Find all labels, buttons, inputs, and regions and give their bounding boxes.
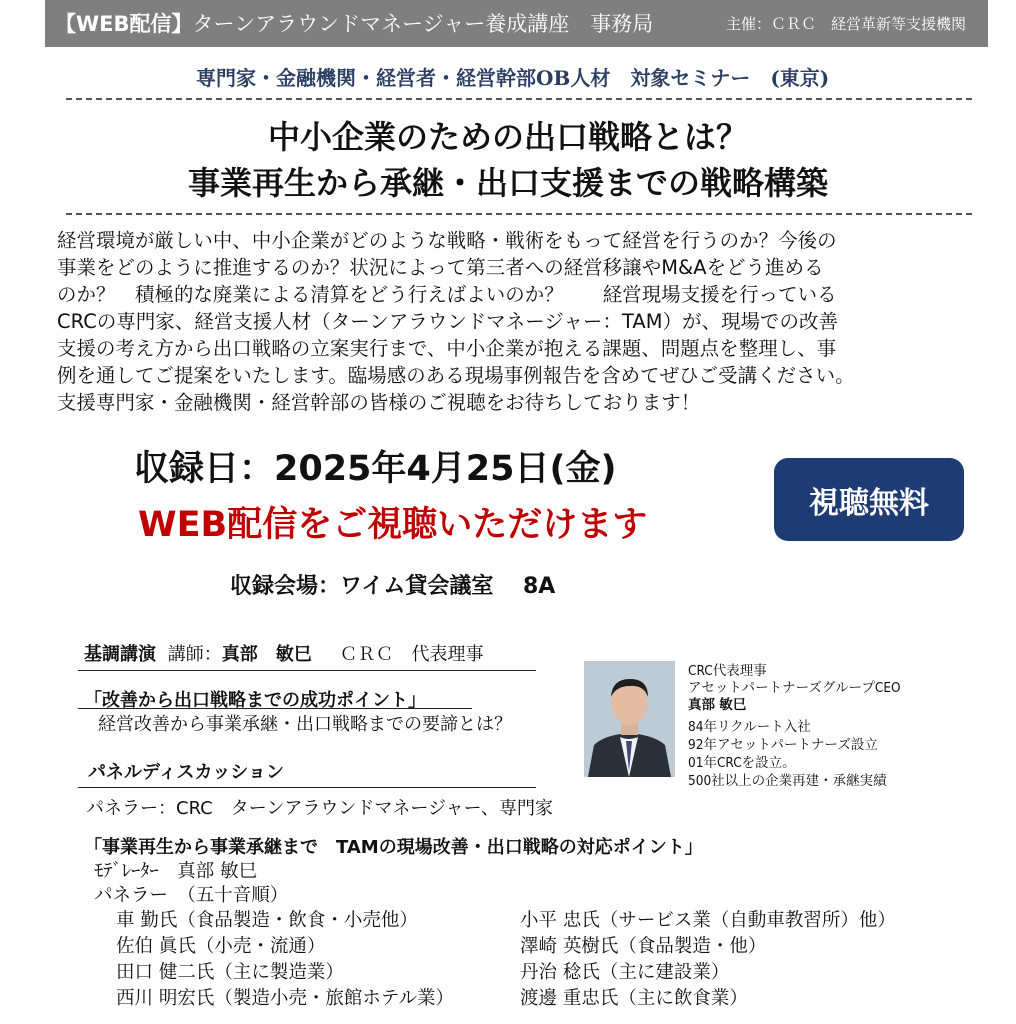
header-bar: [45, 0, 988, 47]
bio-history-item: 500社以上の企業再建・承継実績: [688, 773, 887, 789]
description-line: 事業をどのように推進するのか？状況によって第三者への経営移譲やM&Aをどう進める: [57, 256, 824, 279]
keynote-topic-rule: [78, 708, 472, 709]
paneler-left: 車 勤氏（食品製造・飲食・小売他）: [116, 910, 418, 931]
paneler-right: 小平 忠氏（サービス業（自動車教習所）他）: [520, 910, 896, 931]
paneler-left: 田口 健二氏（主に製造業）: [116, 962, 344, 983]
keynote-rule: [78, 670, 536, 671]
free-viewing-badge[interactable]: 視聴無料: [774, 458, 964, 541]
paneler-right: 澤崎 英樹氏（食品製造・他）: [520, 936, 767, 957]
bio-history-item: 92年アセットパートナーズ設立: [688, 737, 878, 753]
description-line: 支援の考え方から出口戦略の立案実行まで、中小企業が抱える課題、問題点を整理し、事: [57, 337, 837, 360]
web-streaming-notice: WEB配信をご視聴いただけます: [138, 505, 648, 545]
panel-heading: パネルディスカッション: [88, 762, 285, 783]
description-line: 支援専門家・金融機関・経営幹部の皆様のご視聴をお待ちしております！: [57, 391, 701, 414]
description: [57, 227, 987, 416]
bio-history-item: 84年リクルート入社: [688, 719, 811, 735]
keynote-heading: [84, 640, 483, 666]
panel-rule: [78, 787, 536, 788]
bio-group: アセットパートナーズグループCEO: [688, 680, 901, 696]
paneler-right: 丹治 稔氏（主に建設業）: [520, 962, 730, 983]
lecturer-name: 真部 敏巳: [221, 644, 312, 665]
paneler-left: 西川 明宏氏（製造小売・旅館ホテル業）: [116, 988, 454, 1009]
description-line: 例を通してご提案をいたします。臨場感のある現場事例報告を含めてぜひご受講ください。: [57, 364, 855, 387]
divider-top: [66, 98, 972, 100]
paneler-right: 渡邊 重忠氏（主に飲食業）: [520, 988, 748, 1009]
bio-role: CRC代表理事: [688, 663, 767, 679]
speaker-photo: [584, 661, 675, 777]
panel-topic: 「事業再生から事業承継まで TAMの現場改善・出口戦略の対応ポイント」: [84, 837, 703, 858]
recording-venue: 収録会場：ワイム貸会議室 8A: [230, 574, 556, 599]
panel-moderator: ﾓﾃﾞﾚｰﾀｰ 真部 敏巳: [94, 861, 258, 882]
keynote-topic-sub: 経営改善から事業承継・出口戦略までの要諦とは？: [98, 714, 512, 735]
target-audience-subtitle: 専門家・金融機関・経営者・経営幹部OB人材 対象セミナー (東京): [196, 66, 830, 90]
keynote-topic: 「改善から出口戦略までの成功ポイント」: [84, 690, 426, 711]
title-line-2: 事業再生から承継・出口支援までの戦略構築: [187, 164, 828, 202]
keynote-label: 基調講演: [84, 644, 156, 665]
paneler-left: 佐伯 眞氏（小売・流通）: [116, 936, 326, 957]
header-organizer: [55, 8, 653, 38]
title-line-1: 中小企業のための出口戦略とは？: [267, 118, 748, 156]
header-web-tag: 【WEB配信】: [55, 12, 193, 36]
divider-bottom: [66, 213, 972, 215]
lecturer-prefix: 講師：: [167, 644, 222, 665]
header-office: ターンアラウンドマネージャー養成講座 事務局: [192, 12, 654, 36]
panelers-heading: パネラー （五十音順）: [94, 885, 289, 906]
description-line: のか？ 積極的な廃業による清算をどう行えばよいのか？ 経営現場支援を行っている: [57, 283, 837, 306]
bio-name: 真部 敏巳: [688, 697, 747, 713]
description-line: 経営環境が厳しい中、中小企業がどのような戦略・戦術をもって経営を行うのか？今後の: [57, 229, 837, 252]
description-line: CRCの専門家、経営支援人材（ターンアラウンドマネージャー：TAM）が、現場での改善: [57, 310, 839, 333]
lecturer-title: ＣＲＣ 代表理事: [339, 644, 484, 665]
panel-panelers: パネラー：CRC ターンアラウンドマネージャー、専門家: [86, 798, 553, 819]
header-sponsor: 主催：ＣＲＣ 経営革新等支援機関: [725, 15, 966, 33]
recording-date: 収録日：2025年4月25日(金): [134, 449, 617, 489]
speaker-portrait-icon: [584, 661, 675, 777]
bio-history-item: 01年CRCを設立。: [688, 755, 796, 771]
